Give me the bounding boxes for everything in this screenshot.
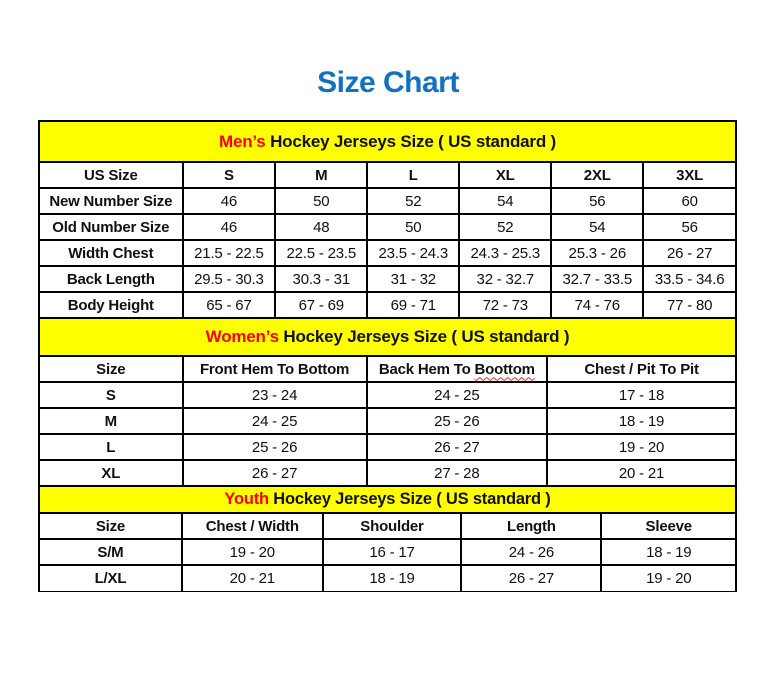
size-value-cell: 20 - 21 — [182, 565, 323, 591]
size-value-cell: 74 - 76 — [551, 292, 643, 318]
size-value-cell: 21.5 - 22.5 — [183, 240, 276, 266]
size-value-cell: 26 - 27 — [367, 434, 548, 460]
size-value-cell: 17 - 18 — [547, 382, 736, 408]
size-value-cell: 29.5 - 30.3 — [183, 266, 276, 292]
size-value-cell: 33.5 - 34.6 — [643, 266, 736, 292]
youth-section-band — [39, 486, 736, 513]
column-header: Size — [39, 513, 182, 539]
table-row — [39, 240, 736, 266]
size-value-cell: 54 — [459, 188, 551, 214]
size-value-cell: 18 - 19 — [601, 539, 736, 565]
size-value-cell: 54 — [551, 214, 643, 240]
row-label: M — [39, 408, 183, 434]
row-label: Back Length — [39, 266, 183, 292]
size-value-cell: 16 - 17 — [323, 539, 462, 565]
mens-header-row — [39, 162, 736, 188]
size-value-cell: 26 - 27 — [183, 460, 367, 486]
column-header: 2XL — [551, 162, 643, 188]
size-value-cell: 77 - 80 — [643, 292, 736, 318]
column-header: 3XL — [643, 162, 736, 188]
column-header: Sleeve — [601, 513, 736, 539]
row-label: S — [39, 382, 183, 408]
size-value-cell: 24 - 25 — [367, 382, 548, 408]
mens-band-highlight: Men’s — [219, 131, 266, 151]
womens-band-text: Hockey Jerseys Size ( US standard ) — [278, 327, 570, 346]
size-value-cell: 56 — [551, 188, 643, 214]
column-header: S — [183, 162, 276, 188]
column-header: US Size — [39, 162, 183, 188]
column-header: XL — [459, 162, 551, 188]
womens-table-body — [39, 382, 736, 486]
youth-band-text: Hockey Jerseys Size ( US standard ) — [268, 490, 551, 508]
column-header: L — [367, 162, 459, 188]
size-value-cell: 56 — [643, 214, 736, 240]
size-value-cell: 67 - 69 — [275, 292, 367, 318]
womens-band-highlight: Women’s — [205, 327, 279, 346]
misspelled-word: Boottom — [474, 360, 535, 378]
size-value-cell: 18 - 19 — [323, 565, 462, 591]
mens-table-body — [39, 188, 736, 318]
womens-header-row — [39, 356, 736, 382]
size-value-cell: 69 - 71 — [367, 292, 459, 318]
youth-header-row — [39, 513, 736, 539]
table-row — [39, 382, 736, 408]
size-value-cell: 46 — [183, 214, 276, 240]
row-label: New Number Size — [39, 188, 183, 214]
row-label: XL — [39, 460, 183, 486]
womens-section-band — [39, 318, 736, 356]
column-header: Chest / Width — [182, 513, 323, 539]
size-value-cell: 60 — [643, 188, 736, 214]
youth-table-body — [39, 539, 736, 591]
size-chart-tables — [38, 120, 737, 592]
row-label: Body Height — [39, 292, 183, 318]
size-value-cell: 25 - 26 — [183, 434, 367, 460]
size-value-cell: 30.3 - 31 — [275, 266, 367, 292]
table-row — [39, 460, 736, 486]
size-value-cell: 72 - 73 — [459, 292, 551, 318]
youth-size-table — [38, 485, 737, 592]
size-value-cell: 50 — [367, 214, 459, 240]
size-value-cell: 27 - 28 — [367, 460, 548, 486]
size-value-cell: 23.5 - 24.3 — [367, 240, 459, 266]
mens-band-text: Hockey Jerseys Size ( US standard ) — [265, 131, 556, 151]
row-label: S/M — [39, 539, 182, 565]
size-value-cell: 46 — [183, 188, 276, 214]
column-header: M — [275, 162, 367, 188]
column-header: Size — [39, 356, 183, 382]
size-value-cell: 19 - 20 — [182, 539, 323, 565]
table-row — [39, 188, 736, 214]
row-label: L/XL — [39, 565, 182, 591]
size-value-cell: 24.3 - 25.3 — [459, 240, 551, 266]
size-value-cell: 23 - 24 — [183, 382, 367, 408]
row-label: L — [39, 434, 183, 460]
mens-section-band — [39, 121, 736, 162]
youth-band-highlight: Youth — [224, 490, 269, 508]
column-header — [367, 356, 548, 382]
size-value-cell: 22.5 - 23.5 — [275, 240, 367, 266]
header-text: Back Hem To — [378, 360, 475, 378]
size-value-cell: 32 - 32.7 — [459, 266, 551, 292]
size-value-cell: 25 - 26 — [367, 408, 548, 434]
mens-size-table — [38, 120, 737, 319]
size-value-cell: 52 — [367, 188, 459, 214]
size-value-cell: 20 - 21 — [547, 460, 736, 486]
size-value-cell: 19 - 20 — [547, 434, 736, 460]
table-row — [39, 539, 736, 565]
size-value-cell: 48 — [275, 214, 367, 240]
table-row — [39, 408, 736, 434]
table-row — [39, 214, 736, 240]
column-header: Chest / Pit To Pit — [547, 356, 736, 382]
size-value-cell: 31 - 32 — [367, 266, 459, 292]
size-value-cell: 18 - 19 — [547, 408, 736, 434]
size-value-cell: 19 - 20 — [601, 565, 736, 591]
table-row — [39, 292, 736, 318]
size-value-cell: 32.7 - 33.5 — [551, 266, 643, 292]
size-value-cell: 25.3 - 26 — [551, 240, 643, 266]
row-label: Width Chest — [39, 240, 183, 266]
womens-size-table — [38, 317, 737, 487]
size-value-cell: 24 - 25 — [183, 408, 367, 434]
table-row — [39, 266, 736, 292]
row-label: Old Number Size — [39, 214, 183, 240]
column-header: Shoulder — [323, 513, 462, 539]
size-value-cell: 24 - 26 — [461, 539, 601, 565]
size-value-cell: 26 - 27 — [461, 565, 601, 591]
size-value-cell: 65 - 67 — [183, 292, 276, 318]
table-row — [39, 565, 736, 591]
size-value-cell: 52 — [459, 214, 551, 240]
column-header: Length — [461, 513, 601, 539]
table-row — [39, 434, 736, 460]
size-value-cell: 50 — [275, 188, 367, 214]
column-header: Front Hem To Bottom — [183, 356, 367, 382]
size-value-cell: 26 - 27 — [643, 240, 736, 266]
page-title: Size Chart — [317, 66, 459, 99]
